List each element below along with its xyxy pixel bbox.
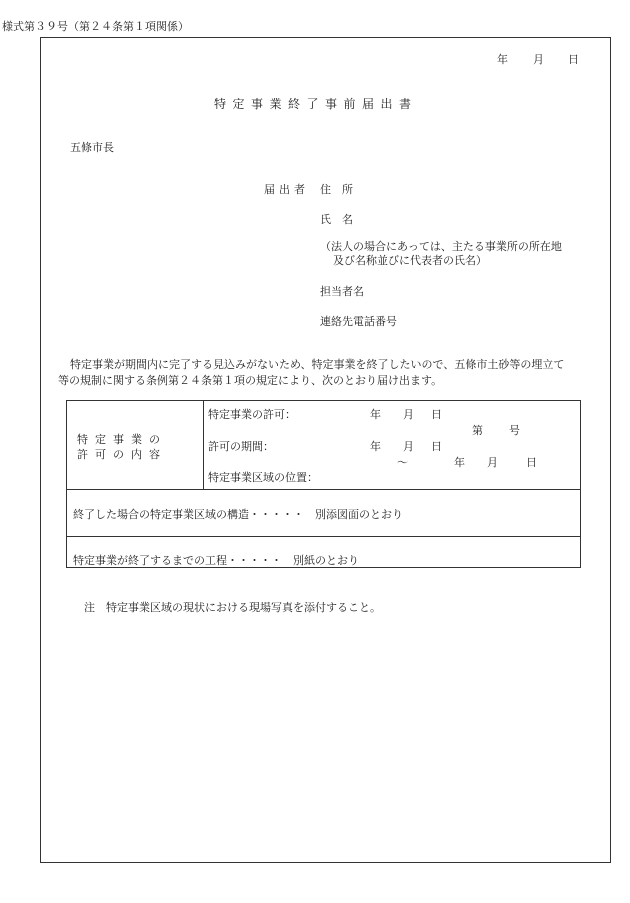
table-left-header-line2: 許可の内容 (77, 448, 167, 461)
period-label: 許可の期間： (208, 440, 274, 453)
body-line1: 特定事業が期間内に完了する見込みがないため、特定事業を終了したいので、五條市土砂等の埋立て (70, 358, 565, 371)
period-tilde: ～ (397, 456, 408, 469)
period-end-month-label: 月 (487, 456, 498, 469)
table-left-header-line1: 特定事業の (77, 433, 167, 446)
permit-day-label: 日 (431, 408, 442, 421)
attachment-note: 注 特定事業区域の現状における現場写真を添付すること。 (84, 601, 381, 614)
period-end-day-label: 日 (526, 456, 537, 469)
location-label: 特定事業区域の位置： (208, 471, 318, 484)
period-start-day-label: 日 (431, 440, 442, 453)
period-start-year-label: 年 (370, 440, 381, 453)
structure-row: 終了した場合の特定事業区域の構造・・・・・ 別添図面のとおり (73, 508, 403, 521)
period-start-month-label: 月 (403, 440, 414, 453)
corporate-note-line2: 及び名称並びに代表者の氏名） (333, 254, 487, 267)
contact-person-label: 担当者名 (320, 285, 364, 298)
notifier-label: 届出者 (264, 183, 309, 196)
date-year-label: 年 (497, 53, 508, 66)
name-label: 氏 名 (320, 213, 353, 226)
form-number: 様式第３９号（第２４条第１項関係） (2, 20, 189, 33)
period-end-year-label: 年 (454, 456, 465, 469)
permit-table (66, 400, 581, 568)
table-divider-row2 (67, 536, 580, 537)
date-day-label: 日 (568, 53, 579, 66)
phone-label: 連絡先電話番号 (320, 315, 397, 328)
corporate-note-line1: （法人の場合にあっては、主たる事業所の所在地 (320, 240, 562, 253)
date-month-label: 月 (533, 53, 544, 66)
address-label: 住 所 (320, 183, 353, 196)
page-title: 特定事業終了事前届出書 (214, 97, 418, 111)
permit-label: 特定事業の許可： (208, 408, 296, 421)
body-line2: 等の規制に関する条例第２４条第１項の規定により、次のとおり届け出ます。 (58, 374, 443, 387)
process-row: 特定事業が終了するまでの工程・・・・・ 別紙のとおり (73, 554, 359, 567)
permit-month-label: 月 (403, 408, 414, 421)
table-divider-vertical (203, 401, 204, 489)
permit-year-label: 年 (370, 408, 381, 421)
table-divider-row1 (67, 489, 580, 490)
addressee: 五條市長 (70, 141, 114, 154)
permit-number-go: 号 (509, 424, 520, 437)
permit-number-dai: 第 (472, 424, 483, 437)
